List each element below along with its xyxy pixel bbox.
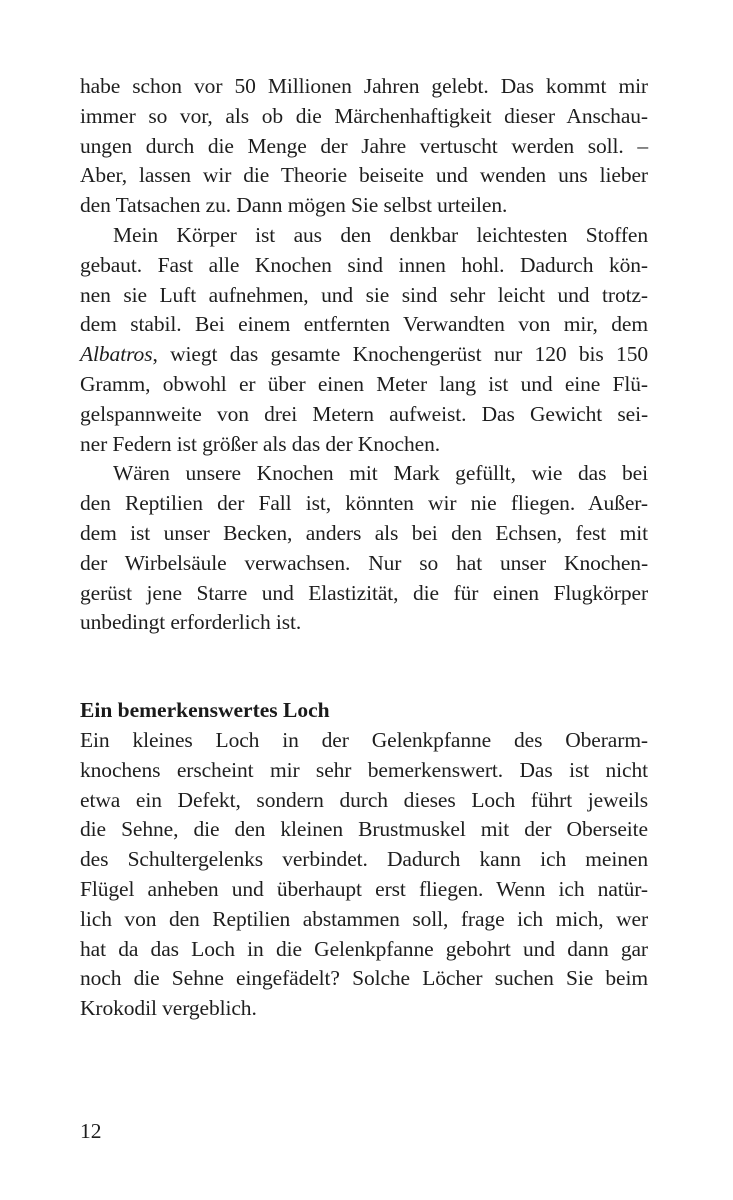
text-line: habe schon vor 50 Millionen Jahren gelebt. Das kommt mir (80, 74, 648, 98)
text-line: des Schultergelenks verbindet. Dadurch kann ich meinen (80, 847, 648, 872)
text-line: dem stabil. Bei einem entfernten Verwandten von mir, dem (80, 312, 648, 337)
text-line: nen sie Luft aufnehmen, und sie sind sehr leicht und trotz- (80, 282, 648, 307)
text-line: lich von den Reptilien abstammen soll, frage ich mich, wer (80, 906, 648, 931)
page-number: 12 (80, 1119, 102, 1143)
text-line: etwa ein Defekt, sondern durch dieses Loch führt jeweils (80, 787, 648, 812)
text-line: dem ist unser Becken, anders als bei den Echsen, fest mit (80, 520, 648, 545)
text-line: hat da das Loch in die Gelenkpfanne gebohrt und dann gar (80, 936, 648, 961)
text-line: Krokodil vergeblich. (80, 996, 257, 1021)
paragraph-1 (80, 72, 648, 221)
text-line: den Tatsachen zu. Dann mögen Sie selbst urteilen. (80, 193, 508, 218)
paragraph-2 (80, 221, 648, 459)
text-line: Wären unsere Knochen mit Mark gefüllt, wie das bei (113, 461, 648, 486)
text-line: ungen durch die Menge der Jahre vertuscht werden soll. – (80, 133, 648, 158)
section-spacer (80, 638, 648, 696)
text-line: Ein kleines Loch in der Gelenkpfanne des Oberarm- (80, 727, 648, 752)
paragraph-3 (80, 459, 648, 638)
text-line: gelspannweite von drei Metern aufweist. Das Gewicht sei- (80, 401, 648, 426)
text-fragment: , wiegt das gesamte Knochengerüst nur 120 bis 150 (152, 342, 648, 367)
text-line: ner Federn ist größer als das der Knochen. (80, 431, 440, 456)
text-line: Mein Körper ist aus den denkbar leichtesten Stoffen (113, 222, 648, 247)
book-page (80, 72, 648, 1024)
text-line: noch die Sehne eingefädelt? Solche Löcher suchen Sie beim (80, 966, 648, 991)
text-line: knochens erscheint mir sehr bemerkenswert. Das ist nicht (80, 757, 648, 782)
text-line: Gramm, obwohl er über einen Meter lang ist und eine Flü- (80, 371, 648, 396)
text-line: unbedingt erforderlich ist. (80, 610, 302, 635)
section-remarkable-hole (80, 696, 648, 1024)
text-line: gerüst jene Starre und Elastizität, die für einen Flugkörper (80, 580, 648, 605)
text-line: den Reptilien der Fall ist, könnten wir nie fliegen. Außer- (80, 491, 648, 516)
text-line: gebaut. Fast alle Knochen sind innen hohl. Dadurch kön- (80, 252, 648, 277)
text-line: die Sehne, die den kleinen Brustmuskel mit der Oberseite (80, 817, 648, 842)
italic-term-albatros: Albatros (80, 342, 153, 367)
section-heading: Ein bemerkenswertes Loch (80, 698, 330, 723)
text-line: immer so vor, als ob die Märchenhaftigkeit dieser Anschau- (80, 103, 648, 128)
text-line: Aber, lassen wir die Theorie beiseite und wenden uns lieber (80, 163, 648, 188)
text-line: Flügel anheben und überhaupt erst fliegen. Wenn ich natür- (80, 876, 648, 901)
text-line: der Wirbelsäule verwachsen. Nur so hat unser Knochen- (80, 550, 648, 575)
text-line-with-italic (80, 340, 648, 370)
